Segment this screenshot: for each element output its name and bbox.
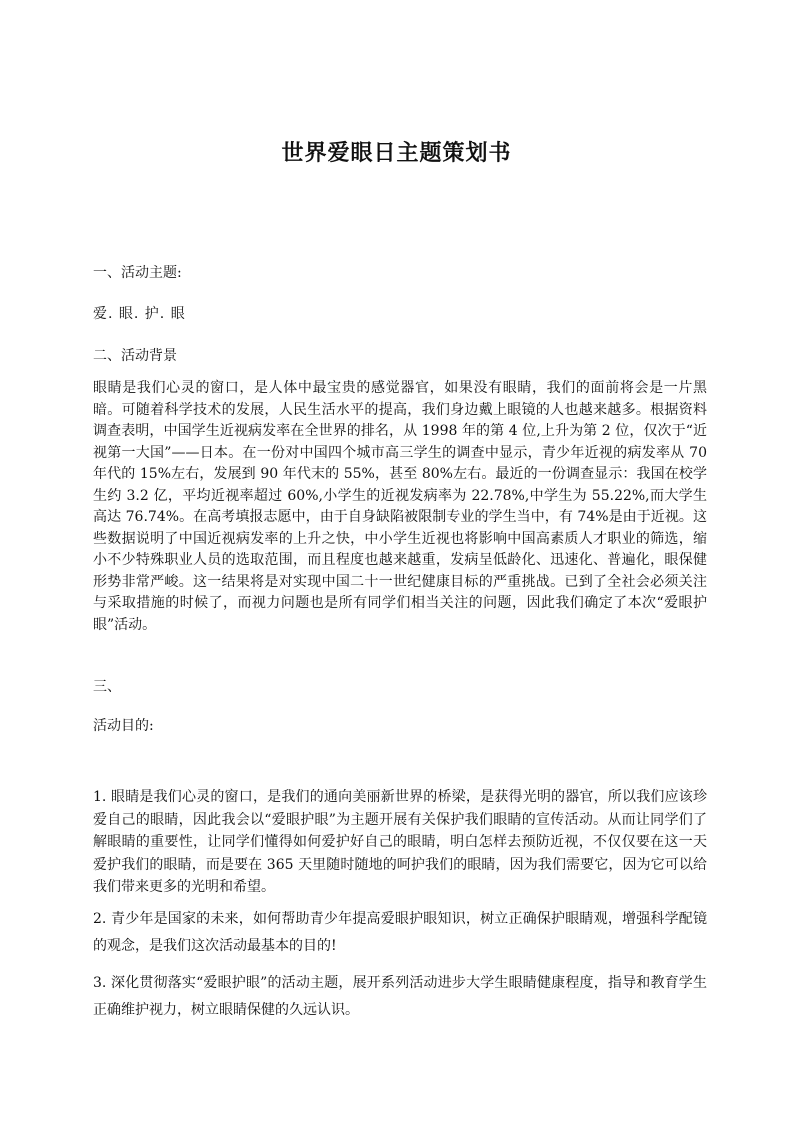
purpose-item-3: 3. 深化贯彻落实“爱眼护眼”的活动主题，展开系列活动进步大学生眼睛健康程度，指导和教育学生正确维护视力，树立眼睛保健的久远认识。 bbox=[93, 975, 707, 1018]
section-heading-purpose: 活动目的: bbox=[93, 718, 154, 734]
purpose-item-2: 2. 青少年是国家的未来，如何帮助青少年提高爱眼护眼知识，树立正确保护眼睛观，增强科学配镜的观念，是我们这次活动最基本的目的! bbox=[93, 911, 707, 954]
section-heading-theme: 一、活动主题: bbox=[93, 265, 182, 281]
theme-text: 爱. 眼. 护. 眼 bbox=[93, 306, 186, 322]
background-paragraph: 眼睛是我们心灵的窗口，是人体中最宝贵的感觉器官，如果没有眼睛，我们的面前将会是一片黑暗。可随着科学技术的发展，人民生活水平的提高，我们身边戴上眼镜的人也越来越多。根据资料调查表明，中国学生近视病发率在全世界的排名，从 1998 年的第 4 位,上升为第 2 位，仅次于“近视第一大国”——日本。在一份对中国四个城市高三学生的调查中显示，青少年近视的病发率从 70 年代的 15%左右，发展到 90 年代末的 55%，甚至 80%左右。最近的一份调查显示：我国在校学生约 3.2 亿，平均近视率超过 60%,小学生的近视发病率为 22.78%,中学生为 55.22%,而大学生高达 76.74%。在高考填报志愿中，由于自身缺陷被限制专业的学生当中，有 74%是由于近视。这些数据说明了中国近视病发率的上升之快，中小学生近视也将影响中国高素质人才职业的筛选，缩小不少特殊职业人员的选取范围，而且程度也越来越重，发病呈低龄化、迅速化、普遍化，眼保健形势非常严峻。这一结果将是对实现中国二十一世纪健康目标的严重挑战。已到了全社会必须关注与采取措施的时候了，而视力问题也是所有同学们相当关注的问题，因此我们确定了本次“爱眼护眼”活动。 bbox=[93, 380, 707, 633]
page-title: 世界爱眼日主题策划书 bbox=[281, 141, 512, 166]
section-heading-purpose-number: 三、 bbox=[93, 679, 121, 695]
section-heading-background: 二、活动背景 bbox=[93, 348, 177, 364]
purpose-item-1: 1. 眼睛是我们心灵的窗口，是我们的通向美丽新世界的桥梁，是获得光明的器官，所以我们应该珍爱自己的眼睛，因此我会以“爱眼护眼”为主题开展有关保护我们眼睛的宣传活动。从而让同学们了解眼睛的重要性，让同学们懂得如何爱护好自己的眼睛，明白怎样去预防近视，不仅仅要在这一天爱护我们的眼睛，而是要在 365 天里随时随地的呵护我们的眼睛，因为我们需要它，因为它可以给我们带来更多的光明和希望。 bbox=[93, 789, 707, 895]
